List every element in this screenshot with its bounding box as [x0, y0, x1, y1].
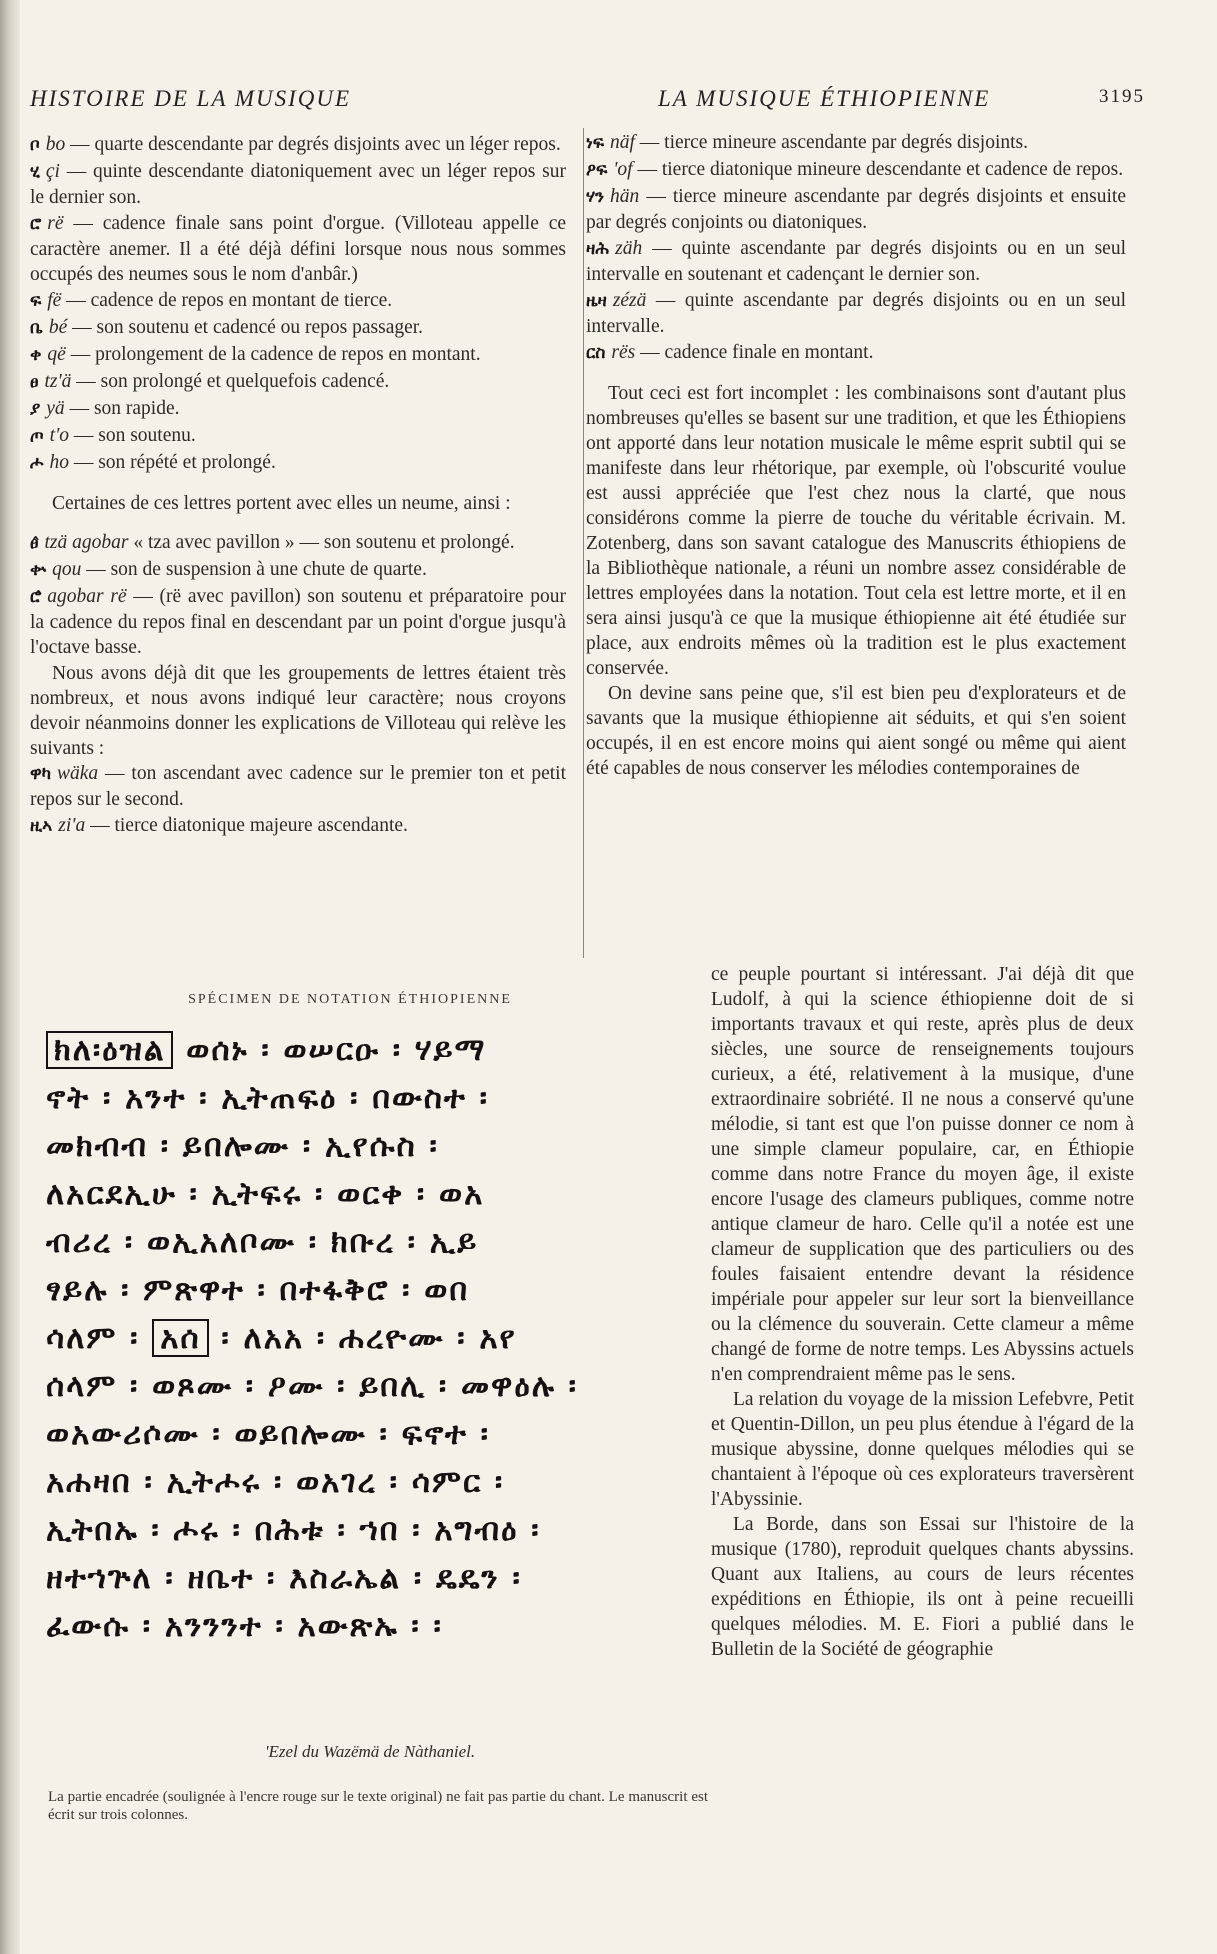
glyph-description: — tierce diatonique majeure ascendante. — [90, 815, 408, 836]
glyph-description: — quinte ascendante par degrés disjoints ou en un seul intervalle en soutenant et cadençant le dernier son. — [586, 238, 1127, 285]
plate-line: ለአርደኢሁ ፡ ኢትፍሩ ፡ ወርቀ ፡ ወአ — [46, 1176, 485, 1212]
neume-entry — [30, 557, 566, 583]
glyph-description: — quinte descendante diatoniquement avec un léger repos sur le dernier son. — [30, 161, 566, 208]
notation-entry — [30, 132, 566, 158]
glyph-description: « tza avec pavillon » — son soutenu et prolongé. — [133, 532, 515, 553]
ethiopic-glyph: ሂ — [30, 162, 40, 182]
ethiopic-glyph: ፀ̂ — [30, 533, 39, 553]
glyph-name: rë — [47, 213, 64, 234]
ethiopic-glyph: ሖ — [30, 453, 44, 473]
notation-entry — [30, 369, 566, 395]
page-number: 3195 — [1099, 86, 1145, 107]
plate-line: ፃይሉ ፡ ምጽዋተ ፡ በተፋቅሮ ፡ ወበ — [46, 1272, 470, 1308]
ethiopic-glyph: ጦ — [30, 426, 44, 446]
glyph-description: — quinte ascendante par degrés disjoints ou en un seul intervalle. — [586, 290, 1126, 337]
glyph-description: — son répété et prolongé. — [73, 452, 276, 473]
notation-entry — [30, 211, 566, 287]
villoteau-paragraph: Nous avons déjà dit que les groupements de lettres étaient très nombreux, et nous avons indiqué leur caractère; nous croyons devoir néanmoins donner les explications de Villoteau qui relève les suivants : — [30, 663, 566, 759]
plate-line — [46, 1026, 696, 1074]
ethiopic-glyph: ዜዛ — [586, 291, 607, 311]
glyph-name: fë — [47, 290, 62, 311]
group-entry — [30, 761, 566, 812]
column-divider — [583, 128, 584, 958]
glyph-name: t'o — [49, 425, 69, 446]
plate-title: SPÉCIMEN DE NOTATION ÉTHIOPIENNE — [188, 992, 512, 1007]
notation-entry — [30, 315, 566, 341]
header-left: HISTOIRE DE LA MUSIQUE — [30, 86, 352, 111]
notation-entry — [586, 340, 1126, 366]
boxed-word: አሰ — [152, 1319, 208, 1357]
right-column — [586, 130, 1126, 781]
neume-intro: Certaines de ces lettres portent avec elles un neume, ainsi : — [52, 493, 511, 514]
glyph-description: — son de suspension à une chute de quarte. — [86, 559, 427, 580]
header-center: LA MUSIQUE ÉTHIOPIENNE — [658, 86, 991, 111]
glyph-name: zi'a — [58, 815, 86, 836]
body-paragraph: Tout ceci est fort incomplet : les combinaisons sont d'autant plus nombreuses qu'elles se basent sur une tradition, et que les Éthiopiens ont apporté dans leur notation musicale le même esprit subtil qui se manifeste dans leur rhétorique, par exemple, où l'obscurité voulue est aussi appréciée que l'est chez nous la clarté, que nous considérons comme la pierre de touche du véritable écrivain. M. Zotenberg, dans son savant catalogue des Manuscrits éthiopiens de la Bibliothèque nationale, a réuni un nombre assez considérable de lettres employées dans la notation. Tout cela est lettre morte, et il en sera ainsi jusqu'à ce que la musique éthiopienne ait été étudiée sur place, aux endroits mêmes où la tradition est le plus exactement conservée. — [586, 383, 1126, 679]
glyph-description: — tierce mineure ascendante par degrés disjoints. — [639, 132, 1029, 153]
notation-specimen-plate — [46, 1026, 696, 1731]
glyph-description: — son prolongé et quelquefois cadencé. — [76, 371, 390, 392]
notation-entry — [586, 157, 1126, 183]
glyph-description: — son soutenu et cadencé ou repos passager. — [72, 317, 424, 338]
plate-line: ዘተኀጕለ ፡ ዘቤተ ፡ እስራኤል ፡ ዴዴን ፡ — [46, 1560, 522, 1596]
ethiopic-glyph: ፀ — [30, 372, 39, 392]
glyph-description: — cadence de repos en montant de tierce. — [66, 290, 393, 311]
plate-line: ኢትበኡ ፡ ሖሩ ፡ በሕቱ ፡ ኀበ ፡ አግብዕ ፡ — [46, 1512, 541, 1548]
plate-line: አሐዛበ ፡ ኢትሖሩ ፡ ወአገረ ፡ ሳምር ፡ — [46, 1464, 505, 1500]
plate-subtitle: 'Ezel du Wazëmä de Nàthaniel. — [264, 1742, 476, 1761]
manuscript-text: ፡ ለአአ ፡ ሐረዮሙ ፡ አየ — [221, 1320, 517, 1356]
glyph-name: yä — [46, 398, 65, 419]
glyph-description: — prolongement de la cadence de repos en montant. — [70, 344, 481, 365]
left-column — [30, 132, 566, 840]
notation-entry — [30, 450, 566, 476]
ethiopic-glyph: ያ — [30, 399, 41, 419]
ethiopic-glyph: ቍ — [30, 560, 47, 580]
plate-line: ፈውሱ ፡ አንንንተ ፡ አውጽኡ ፡ ፡ — [46, 1608, 443, 1644]
glyph-name: zäh — [615, 238, 643, 259]
ethiopic-glyph: ሮ̂ — [30, 587, 42, 607]
glyph-name: wäka — [56, 763, 99, 784]
ethiopic-glyph: ነፍ — [586, 133, 604, 153]
neume-entry — [30, 584, 566, 660]
glyph-description: — (rë avec pavillon) son soutenu et préparatoire pour la cadence du repos final en descendant par un point d'orgue jusqu'à l'octave basse. — [30, 586, 566, 658]
right-column-narrow — [711, 962, 1134, 1662]
ethiopic-glyph: ሃን — [586, 187, 605, 207]
manuscript-text: ሳለም ፡ — [46, 1320, 153, 1356]
notation-entry — [586, 130, 1126, 156]
ethiopic-glyph: ፍ — [30, 291, 42, 311]
glyph-name: bo — [45, 134, 66, 155]
glyph-name: rës — [611, 342, 636, 363]
glyph-name: hän — [610, 186, 640, 207]
running-head — [30, 86, 1145, 116]
glyph-name: qou — [52, 559, 82, 580]
glyph-description: — tierce diatonique mineure descendante et cadence de repos. — [637, 159, 1124, 180]
plate-line: ወአውሪሶሙ ፡ ወይበሎሙ ፡ ፍኖተ ፡ — [46, 1416, 490, 1452]
glyph-name: agobar rë — [47, 586, 127, 607]
glyph-name: tz'ä — [44, 371, 72, 392]
body-paragraph: On devine sans peine que, s'il est bien peu d'explorateurs et de savants que la musique éthiopienne ait séduits, et qui s'en soient occupés, il en est encore moins qui aient songé ou même qui aient été capables de nous conserver les mélodies contemporaines de — [586, 683, 1126, 779]
book-spine-shadow — [0, 0, 20, 1954]
plate-line: ብሪረ ፡ ወኢአለቦሙ ፡ ክቡረ ፡ ኢይ — [46, 1224, 479, 1260]
body-paragraph: La Borde, dans son Essai sur l'histoire de la musique (1780), reproduit quelques chants abyssins. Quant aux Italiens, au cours de leurs récentes expéditions en Éthiopie, ils ont à peine recueilli quelques mélodies. M. E. Fiori a publié dans le Bulletin de la Société de géographie — [711, 1514, 1134, 1660]
glyph-name: që — [47, 344, 66, 365]
glyph-name: näf — [610, 132, 635, 153]
ethiopic-glyph: ዚኣ — [30, 816, 53, 836]
ethiopic-glyph: ቦ — [30, 135, 40, 155]
glyph-description: — cadence finale en montant. — [640, 342, 874, 363]
glyph-description: — tierce mineure ascendante par degrés disjoints et ensuite par degrés conjoints ou diatoniques. — [586, 186, 1127, 233]
group-entry — [30, 813, 566, 839]
glyph-name: ho — [49, 452, 69, 473]
notation-entry — [30, 288, 566, 314]
notation-entry — [586, 184, 1126, 235]
plate-line: ኖት ፡ አንተ ፡ ኢትጠፍዕ ፡ በውስተ ፡ — [46, 1080, 489, 1116]
glyph-description: — ton ascendant avec cadence sur le premier ton et petit repos sur le second. — [30, 763, 566, 810]
notation-entry — [30, 342, 566, 368]
glyph-description: — cadence finale sans point d'orgue. (Villoteau appelle ce caractère anemer. Il a été déjà défini lorsque nous nous sommes occupés des neumes sous le nom d'anbâr.) — [30, 213, 566, 285]
notation-entry — [586, 236, 1126, 287]
plate-line — [46, 1314, 696, 1362]
ethiopic-glyph: ዛሕ — [586, 239, 610, 259]
plate-line: መክብብ ፡ ይበሎሙ ፡ ኢየሱስ ፡ — [46, 1128, 439, 1164]
glyph-name: bé — [48, 317, 68, 338]
glyph-description: — son soutenu. — [73, 425, 196, 446]
notation-entry — [30, 423, 566, 449]
ethiopic-glyph: ሮ — [30, 214, 42, 234]
manuscript-text: ወሰኑ ፡ ወሠርዑ ፡ ሃይማ — [186, 1032, 487, 1068]
neume-entry — [30, 530, 566, 556]
glyph-description: — son rapide. — [69, 398, 180, 419]
notation-entry — [586, 288, 1126, 339]
glyph-name: tzä agobar — [44, 532, 129, 553]
ethiopic-glyph: ቀ — [30, 345, 42, 365]
notation-entry — [30, 159, 566, 210]
boxed-heading: ክለ፡ዕዝል — [46, 1031, 173, 1069]
glyph-name: zézä — [612, 290, 647, 311]
ethiopic-glyph: ቤ — [30, 318, 43, 338]
ethiopic-glyph: ዋካ — [30, 764, 51, 784]
body-paragraph: ce peuple pourtant si intéressant. J'ai déjà dit que Ludolf, à qui la science éthiopienne doit de si importants travaux et qui reste, après plus de deux siècles, une source de renseignements toujours curieux, a été, relativement à la musique, d'une extraordinaire sobriété. Il ne nous a conservé qu'une mélodie, si tant est que l'on puisse donner ce nom à une simple clameur populaire, car, en Éthiopie comme dans notre France du moyen âge, il existe encore l'usage des clameurs publiques, comme notre antique clameur de haro. Celle qu'il a notée est une clameur de supplication que des particuliers ou des foules faisaient entendre devant la résidence impériale pour appeler sur leur sort la bienveillance ou la clémence du souverain. Cette clameur a même changé de forme de notre temps. Les Abyssins actuels n'en comprendraient même pas le sens. — [711, 964, 1134, 1385]
plate-line: ሰላም ፡ ወጾሙ ፡ ዖሙ ፡ ይበሊ ፡ መዋዕሉ ፡ — [46, 1368, 578, 1404]
glyph-name: çi — [45, 161, 60, 182]
ethiopic-glyph: ዖፍ — [586, 160, 608, 180]
notation-entry — [30, 396, 566, 422]
glyph-description: — quarte descendante par degrés disjoints avec un léger repos. — [70, 134, 561, 155]
plate-footnote: La partie encadrée (soulignée à l'encre rouge sur le texte original) ne fait pas partie du chant. Le manuscrit est écrit sur trois colonnes. — [48, 1789, 708, 1823]
glyph-name: 'of — [613, 159, 633, 180]
body-paragraph: La relation du voyage de la mission Lefebvre, Petit et Quentin-Dillon, un peu plus étendue à l'égard de la musique abyssine, donne quelques mélodies qui se chantaient à l'époque où ces explorateurs traversèrent l'Abyssinie. — [711, 1389, 1134, 1510]
ethiopic-glyph: ርስ — [586, 343, 606, 363]
